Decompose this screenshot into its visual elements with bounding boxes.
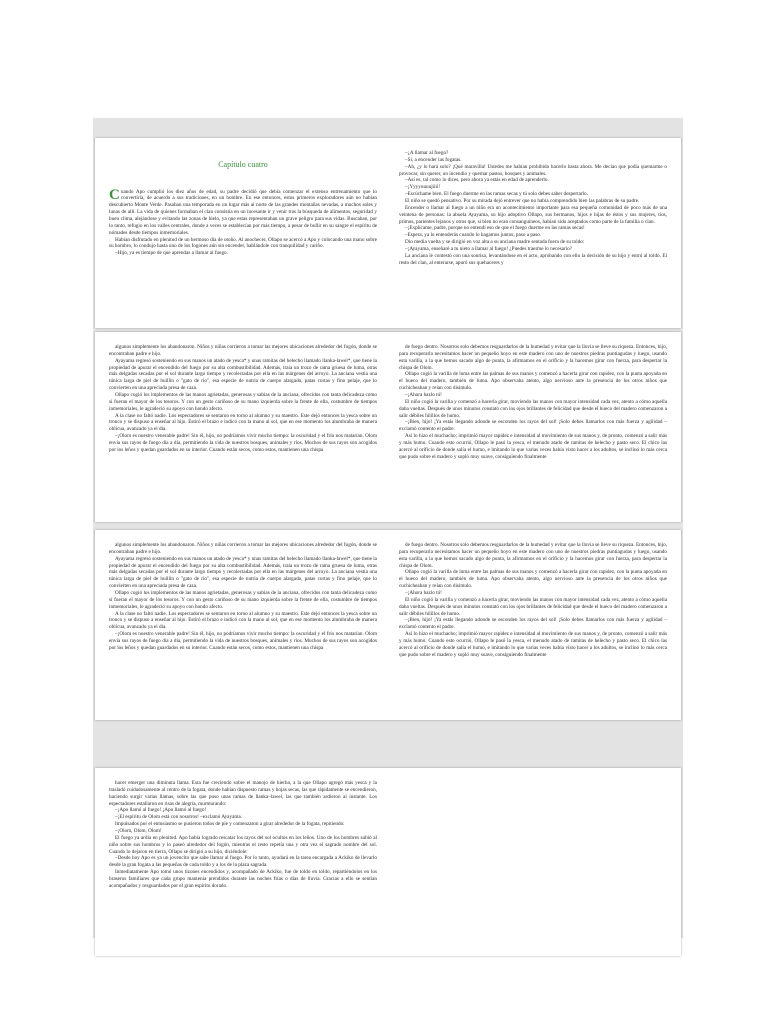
paragraph: –Escúchame bien. El fuego duerme en las ramas secas y tú solo debes saber despertarlo. bbox=[405, 191, 588, 198]
paragraph: –Desde hoy Apo es ya un jovencito que sabe llamar al fuego. Por lo tanto, ayudará en la tarea encargada a Ackiko de llevarlo desde la gran fogata a las pequeñas de cada toldo y a los de la plaza sagrada. bbox=[109, 855, 377, 869]
paragraph: –Sí, a encender las fogatas. bbox=[405, 156, 462, 163]
paragraph: –¡Ahora hazlo tú! bbox=[405, 590, 442, 597]
chapter-title: Capítulo cuatro bbox=[218, 160, 268, 169]
paragraph: Ayayama regresó sosteniendo en sus manos un atado de yesca* y unas ramitas del helecho llamado llanka-lawel*, que tiene la propiedad de apurar el encendido del fuego por su alta combustibilidad. Además, traía un trozo de rama gruesa de luma, otras más delgadas secadas por el sol durante largo tiempo y recolectadas por ella en las márgenes del arroyo. La anciana vestía una túnica larga de piel de huillín o "gato de río", esa especie de nutria de cuerpo alargado, patas cortas y fino pelaje, que lo convierten en una apreciada presa de caza. bbox=[109, 357, 377, 392]
paragraph: Así lo hizo el muchacho; imprimió mayor rapidez e intensidad al movimiento de sus manos y, de pronto, comenzó a salir más y más humo. Cuando esto ocurrió, Ollapo le pasó la yesca, el menudo atado de ramitas de helecho y pasto seco. El chico las acercó al orificio de donde salía el humo, e imitando lo que varias veces había visto hacer a los adultos, se inclinó lo más cerca que pudo sobre el madero y sopló muy suave, consiguiendo finalmente bbox=[399, 433, 667, 460]
paragraph: algunos simplemente los abandonaron. Niños y niñas corrieron a tomar las mejores ubicaciones alrededor del fogón, donde se encontraban padre e hijo. bbox=[109, 344, 377, 357]
paragraph: –¡Bien, hijo! ¡Ya estás llegando adonde se esconden los rayos del sol! ¡Solo debes llamarlos con más fuerza y agilidad –exclamó contento el padre. bbox=[399, 617, 667, 631]
paragraph: A la clase no faltó nadie. Los espectadores se sentaron en torno al alumno y su maestro. Este dejó entonces la yesca sobre un tronco y se dispuso a enseñar al hijo. Estiró el brazo e indicó con la mano al sol, que en ese momento los alumbraba de manera oblicua, avanzado ya el día. bbox=[109, 412, 377, 433]
page-right bbox=[399, 332, 667, 522]
paragraph: Habían disfrutado en plenitud de un hermoso día de otoño. Al anochecer, Ollapo se acercó a Apo y colocando una mano sobre su hombro, lo condujo hasta uno de los fogones aún sin encender, hablándole con tranquilidad y cariño. bbox=[109, 236, 377, 250]
paragraph: –¡Olom, Olom, Olom! bbox=[115, 828, 162, 835]
paragraph: Dio media vuelta y se dirigió en voz alta a su anciana madre sentada fuera de su toldo: bbox=[405, 239, 585, 246]
paragraph: A la clase no faltó nadie. Los espectadores se sentaron en torno al alumno y su maestro. Este dejó entonces la yesca sobre un tronco y se dispuso a enseñar al hijo. Estiró el brazo e indicó con la mano al sol, que en ese momento los alumbraba de manera oblicua, avanzado ya el día. bbox=[109, 610, 377, 631]
paragraph: hacer emerger una diminuta llama. Esta fue creciendo sobre el manojo de hierba, a la que Ollapo agregó más yesca y la trasladó cuidadosamente al centro de la fogata, donde habían dispuesto ramas y hojas secas, las que rápidamente se encendieron, haciendo surgir varias llamas, sobre las que puso unas ramas de llanka–lawel, las que también ardieron al instante. Los espectadores estallaron en risas de alegría, murmurando: bbox=[109, 780, 377, 807]
paragraph: –Así es, tal como lo dices, pero ahora ya estás en edad de aprenderlo. bbox=[405, 177, 549, 184]
paragraph: de fuego dentro. Nosotros solo debemos resguardarlos de la humedad y evitar que la lluvia se lleve su riqueza. Entonces, hijo, para recuperarla necesitamos hacer un pequeño hoyo en este madero con uno de nuestros piedras puntiagudas y luego, usando esta varilla, a la que hemos sacado algo de punta, la afirmamos en el orificio y la hacemos girar con fuerza, para despertar la chispa de Olom. bbox=[399, 344, 667, 371]
paragraph: Encender o llamar al fuego a un niño era un acontecimiento importante para esa pequeña comunidad de poco más de una veintena de personas: la abuela Ayayama, su hijo adoptivo Ollapo, sus hermanos, hijos e hijas de éstos y sus mujeres, tíos, primos, parientes lejanos y otros que, si bien no eran consanguíneos, habían sido aceptados como parte de la familia o clan. bbox=[399, 204, 667, 225]
paragraph: –¡Olom es nuestro venerable padre! Sin él, hijo, no podríamos vivir mucho tiempo: la oscuridad y el frío nos matarían. Olom envía sus rayos de fuego día a día, permitiendo la vida de nuestros bosques, animales y ríos. Muchos de sus rayos son acogidos por los leños y quedan guardados en su interior. Cuando están secos, como estos, mantienen una chispa bbox=[109, 433, 377, 453]
paragraph: –¿A llamar al fuego? bbox=[405, 150, 449, 156]
document-viewer[interactable] bbox=[93, 118, 683, 938]
paragraph: –¡Bien, hijo! ¡Ya estás llegando adonde se esconden los rayos del sol! ¡Solo debes llamarlos con más fuerza y agilidad –exclamó contento el padre. bbox=[399, 419, 667, 433]
drop-cap: C bbox=[109, 186, 120, 203]
page-left bbox=[109, 768, 377, 956]
page-left bbox=[109, 530, 377, 720]
paragraph: Inmediatamente Apo tomó unos tizones encendidos y, acompañado de Ackiko, fue de toldo en toldo, repartiéndolos en los braseros familiares que cada grupo mantenía prendidos durante las noches frías o días de lluvia. Gracias a ello se sentían acompañados y resguardados por el gran espíritu dorado. bbox=[109, 869, 377, 889]
paragraph: –Hijo, ya es tiempo de que aprendas a llamar al fuego. bbox=[115, 250, 228, 257]
page-spread-4 bbox=[95, 768, 681, 956]
paragraph: –¡Explícame, padre, porque no entendí eso de que el fuego duerme en las ramas secas! bbox=[405, 225, 585, 232]
paragraph: Ollapo cogió la varilla de luma entre las palmas de sus manos y comenzó a hacerla girar con rapidez, con la punta apoyada en el hueco del madero, también de luma. Apo observaba atento, algo nervioso ante la presencia de los otros niños que cuchicheaban y reían con disimulo. bbox=[399, 371, 667, 392]
paragraph: Ollapo cogió los implementos de las manos agrietadas, generosas y sabias de la anciana, ofrecidos con tanta delicadeza como si fueran el mayor de los tesoros. Y con un gesto cariñoso de su mano izquierda sobre la frente de ella, costumbre de tiempos inmemoriales, le agradeció su apoyo con hondo afecto. bbox=[109, 590, 377, 610]
paragraph: El niño se quedó pensativo. Por su mirada dejó entrever que no había comprendido bien las palabras de su padre. bbox=[405, 198, 640, 205]
page-left bbox=[109, 138, 377, 328]
paragraph: El fuego ya ardía en plenitud. Apo había logrado rescatar los rayos del sol ocultos en los leños. Uno de los hombres subió al niño sobre sus hombros y lo paseó alrededor del fogón, mientras el resto repetía una y otra vez el sagrado nombre del sol. Cuando lo dejaron en tierra, Ollapo se dirigió a su hijo, diciéndole: bbox=[109, 834, 377, 855]
page-spread-2 bbox=[95, 332, 681, 522]
paragraph: Ollapo cogió la varilla de luma entre las palmas de sus manos y comenzó a hacerla girar con rapidez, con la punta apoyada en el hueco del madero, también de luma. Apo observaba atento, algo nervioso ante la presencia de los otros niños que cuchicheaban y reían con disimulo. bbox=[399, 569, 667, 590]
page-left bbox=[109, 332, 377, 522]
page-right bbox=[399, 138, 667, 328]
paragraph: –¡Apo llamó al fuego! ¡Apo llamó al fuego! bbox=[115, 807, 207, 814]
paragraph: –Ah, ¿y lo hará solo? ¡Qué maravilla! Ustedes me habían prohibido hacerlo hasta ahora. Me decían que podía quemarme o provocar, sin querer, un incendio y quemar pastos, bosques y animales. bbox=[399, 163, 667, 177]
paragraph: de fuego dentro. Nosotros solo debemos resguardarlos de la humedad y evitar que la lluvia se lleve su riqueza. Entonces, hijo, para recuperarla necesitamos hacer un pequeño hoyo en este madero con uno de nuestros piedras puntiagudas y luego, usando esta varilla, a la que hemos sacado algo de punta, la afirmamos en el orificio y la hacemos girar con fuerza, para despertar la chispa de Olom. bbox=[399, 542, 667, 569]
paragraph: –¡Olom es nuestro venerable padre! Sin él, hijo, no podríamos vivir mucho tiempo: la oscuridad y el frío nos matarían. Olom envía sus rayos de fuego día a día, permitiendo la vida de nuestros bosques, animales y ríos. Muchos de sus rayos son acogidos por los leños y quedan guardados en su interior. Cuando están secos, como estos, mantienen una chispa bbox=[109, 631, 377, 651]
page-spread-3 bbox=[95, 530, 681, 720]
paragraph: Impulsados por el entusiasmo se pusieron todos de pie y comenzaron a girar alrededor de la fogata, repitiendo: bbox=[115, 821, 345, 828]
paragraph: –¡Ayayama, enseñaré a tu nieto a llamar al fuego! ¿Puedes traerme lo necesario? bbox=[405, 246, 573, 253]
paragraph: –¡Ahora hazlo tú! bbox=[405, 392, 442, 399]
paragraph: La anciana le contestó con una sonrisa, levantándose en el acto, aprobando con ello la decisión de su hijo y entró al toldo. El resto del clan, al enterarse, apuró sus quehaceres y bbox=[399, 252, 667, 266]
paragraph: uando Apo cumplió los diez años de edad, su padre decidió que debía comenzar el extenso entrenamiento que lo convertiría, de acuerdo a sus tradiciones, en un hombre. En ese entonces, estos primeros exploradores aún no habían descubierto Monte Verde. Pasaban una temporada en un lugar más al norte de las grandes montañas nevadas, a muchos soles y lunas de allí. La vida de quienes formaban el clan consistía en un incesante ir y venir tras la búsqueda de alimentos, seguridad y buen clima, alejándose y evitando las zonas de hielo, ya que estas representaban un grave peligro para sus vidas. Buscaban, por lo tanto, refugio en los valles centrales, donde a veces se establecían por más tiempo, a pesar de bullir en su sangre el espíritu de nómades desde tiempos inmemoriales. bbox=[109, 188, 377, 236]
paragraph: –¡El espíritu de Olom está con nosotros! –exclamó Ayayama. bbox=[115, 814, 243, 821]
paragraph: –Espera, ya lo entenderás cuando lo hagamos juntos, paso a paso. bbox=[405, 232, 542, 239]
page-spread-1 bbox=[95, 138, 681, 328]
page-right bbox=[399, 530, 667, 720]
paragraph: Ollapo cogió los implementos de las manos agrietadas, generosas y sabias de la anciana, ofrecidos con tanta delicadeza como si fueran el mayor de los tesoros. Y con un gesto cariñoso de su mano izquierda sobre la frente de ella, costumbre de tiempos inmemoriales, le agradeció su apoyo con hondo afecto. bbox=[109, 392, 377, 412]
page-right-blank bbox=[399, 768, 667, 956]
paragraph: El niño cogió la varilla y comenzó a hacerla girar, moviendo las manos con mayor intensidad cada vez, atento a cómo aquella daba vueltas. Después de unos minutos constató con los ojos brillantes de felicidad que desde el hueco del madero comenzaron a salir débiles hilillos de humo. bbox=[399, 398, 667, 419]
paragraph: algunos simplemente los abandonaron. Niños y niñas corrieron a tomar las mejores ubicaciones alrededor del fogón, donde se encontraban padre e hijo. bbox=[109, 542, 377, 555]
paragraph: –¡Yyyyuuuujiiii! bbox=[405, 184, 441, 191]
paragraph: El niño cogió la varilla y comenzó a hacerla girar, moviendo las manos con mayor intensidad cada vez, atento a cómo aquella daba vueltas. Después de unos minutos constató con los ojos brillantes de felicidad que desde el hueco del madero comenzaron a salir débiles hilillos de humo. bbox=[399, 596, 667, 617]
paragraph: Ayayama regresó sosteniendo en sus manos un atado de yesca* y unas ramitas del helecho llamado llanka-lawel*, que tiene la propiedad de apurar el encendido del fuego por su alta combustibilidad. Además, traía un trozo de rama gruesa de luma, otras más delgadas secadas por el sol durante largo tiempo y recolectadas por ella en las márgenes del arroyo. La anciana vestía una túnica larga de piel de huillín o "gato de río", esa especie de nutria de cuerpo alargado, patas cortas y fino pelaje, que lo convierten en una apreciada presa de caza. bbox=[109, 555, 377, 590]
paragraph: Así lo hizo el muchacho; imprimió mayor rapidez e intensidad al movimiento de sus manos y, de pronto, comenzó a salir más y más humo. Cuando esto ocurrió, Ollapo le pasó la yesca, el menudo atado de ramitas de helecho y pasto seco. El chico las acercó al orificio de donde salía el humo, e imitando lo que varias veces había visto hacer a los adultos, se inclinó lo más cerca que pudo sobre el madero y sopló muy suave, consiguiendo finalmente bbox=[399, 631, 667, 658]
